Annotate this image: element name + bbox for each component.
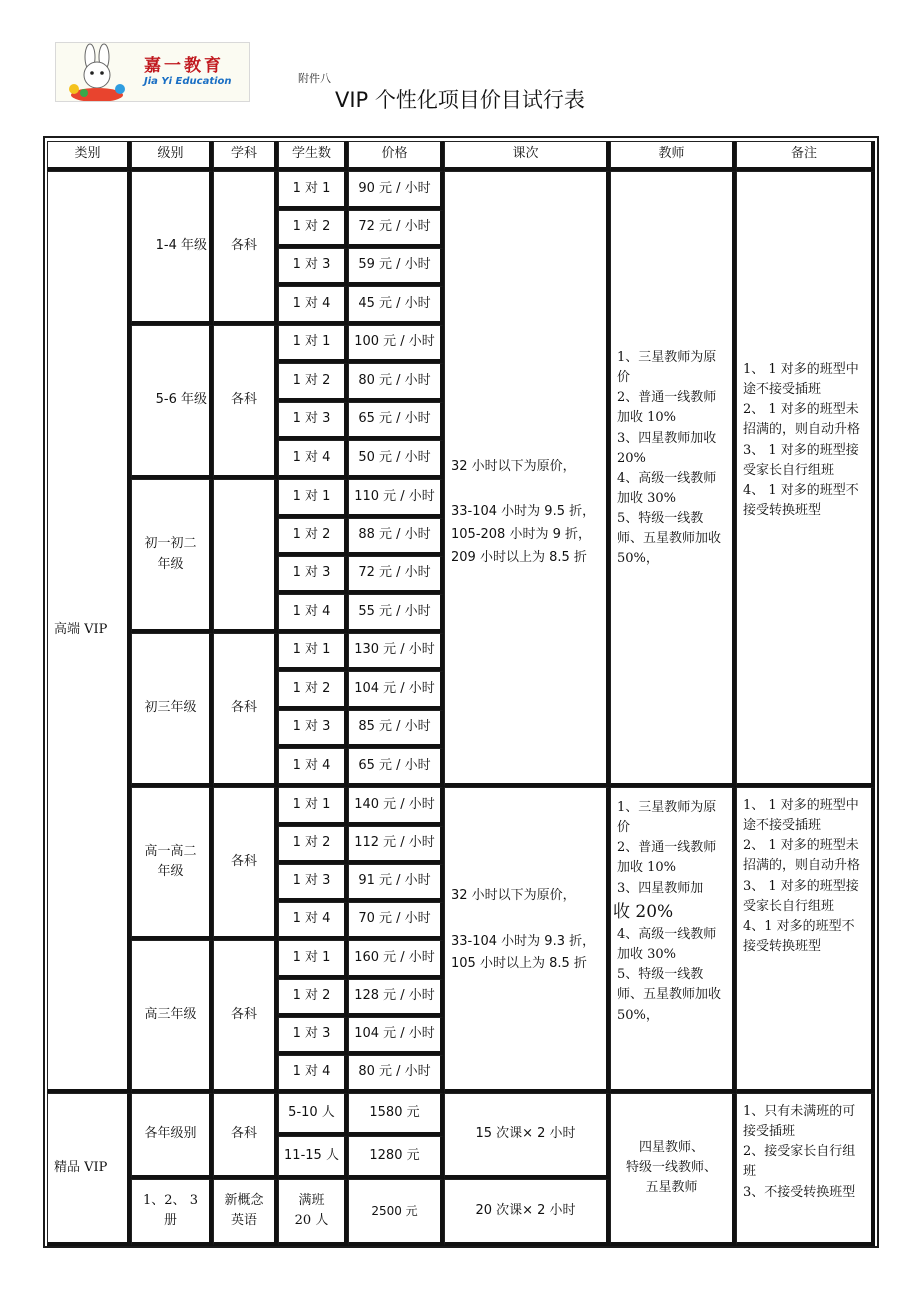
student-count: 1 对 3 [278, 556, 348, 594]
price-cell: 65 元 / 小时 [348, 748, 444, 787]
price-cell: 140 元 / 小时 [348, 787, 444, 826]
header-subject: 学科 [213, 141, 278, 171]
header-teacher: 教师 [610, 141, 736, 171]
student-count: 1 对 2 [278, 210, 348, 248]
price-cell: 100 元 / 小时 [348, 325, 444, 363]
annex-label: 附件八 [298, 72, 331, 85]
teacher-surcharge-block2-part2: 收 20% [613, 901, 674, 922]
price-cell: 70 元 / 小时 [348, 902, 444, 940]
price-cell: 85 元 / 小时 [348, 710, 444, 748]
student-count: 满班 20 人 [278, 1179, 348, 1246]
grade-5-6: 5-6 年级 [131, 325, 213, 479]
student-count: 1 对 3 [278, 1017, 348, 1055]
price-cell: 55 元 / 小时 [348, 594, 444, 633]
teacher-surcharge-block1: 1、三星教师为原价 2、普通一线教师加收 10% 3、四星教师加收 20% 4、高级一线教师加收 30% 5、特级一线教师、五星教师加收 50%， [610, 171, 736, 787]
student-count: 1 对 1 [278, 171, 348, 210]
price-cell: 104 元 / 小时 [348, 671, 444, 710]
student-count: 1 对 2 [278, 671, 348, 710]
student-count: 1 对 2 [278, 363, 348, 402]
teacher-surcharge-block2 [610, 787, 736, 1093]
grade-gao3: 高三年级 [131, 940, 213, 1093]
student-count: 1 对 3 [278, 402, 348, 440]
price-cell: 1280 元 [348, 1136, 444, 1179]
subject-all-premium: 各科 [213, 1093, 278, 1179]
student-count: 1 对 1 [278, 479, 348, 518]
subject-1-4: 各科 [213, 171, 278, 325]
sessions-discount-block1: 32 小时以下为原价， 33-104 小时为 9.5 折， 105-208 小时为 9 折， 209 小时以上为 8.5 折 [444, 171, 610, 787]
student-count: 5-10 人 [278, 1093, 348, 1136]
price-cell: 45 元 / 小时 [348, 286, 444, 325]
rabbit-mascot-icon [60, 43, 140, 101]
price-cell: 160 元 / 小时 [348, 940, 444, 979]
price-cell: 1580 元 [348, 1093, 444, 1136]
subject-5-6: 各科 [213, 325, 278, 479]
student-count: 1 对 2 [278, 518, 348, 556]
price-cell: 90 元 / 小时 [348, 171, 444, 210]
page-title: VIP 个性化项目价目试行表 [335, 88, 585, 112]
grade-chu3: 初三年级 [131, 633, 213, 787]
subject-nce: 新概念 英语 [213, 1179, 278, 1246]
notes-premium: 1、只有未满班的可接受插班 2、接受家长自行组班 3、不接受转换班型 [736, 1093, 875, 1246]
student-count: 1 对 3 [278, 864, 348, 902]
price-cell: 50 元 / 小时 [348, 440, 444, 479]
price-cell: 2500 元 [348, 1179, 444, 1246]
price-cell: 88 元 / 小时 [348, 518, 444, 556]
subject-gao1-gao2: 各科 [213, 787, 278, 940]
logo-text: 嘉一教育 [144, 56, 224, 76]
student-count: 1 对 4 [278, 902, 348, 940]
subject-chu3: 各科 [213, 633, 278, 787]
student-count: 1 对 4 [278, 440, 348, 479]
price-cell: 91 元 / 小时 [348, 864, 444, 902]
sessions-premium-2: 20 次课× 2 小时 [444, 1179, 610, 1246]
subject-chu1-chu2 [213, 479, 278, 633]
student-count: 1 对 1 [278, 787, 348, 826]
student-count: 1 对 4 [278, 748, 348, 787]
header-grade: 级别 [131, 141, 213, 171]
price-cell: 72 元 / 小时 [348, 210, 444, 248]
price-cell: 130 元 / 小时 [348, 633, 444, 671]
student-count: 1 对 1 [278, 940, 348, 979]
grade-chu1-chu2: 初一初二 年级 [131, 479, 213, 633]
student-count: 1 对 2 [278, 979, 348, 1017]
student-count: 1 对 1 [278, 325, 348, 363]
teacher-premium: 四星教师、 特级一线教师、 五星教师 [610, 1093, 736, 1246]
price-cell: 110 元 / 小时 [348, 479, 444, 518]
teacher-surcharge-block2-part3: 4、高级一线教师加收 30% 5、特级一线教师、五星教师加收 50%， [617, 927, 722, 1023]
price-cell: 80 元 / 小时 [348, 1055, 444, 1093]
header-price: 价格 [348, 141, 444, 171]
category-premium-vip: 精品 VIP [47, 1093, 131, 1246]
grade-all-premium: 各年级别 [131, 1093, 213, 1179]
notes-block2: 1、 1 对多的班型中途不接受插班 2、 1 对多的班型未招满的，则自动升格 3、 1 对多的班型接受家长自行组班 4、1 对多的班型不接受转换班型 [736, 787, 875, 1093]
category-high-vip: 高端 VIP [47, 171, 131, 1093]
price-cell: 80 元 / 小时 [348, 363, 444, 402]
student-count: 1 对 4 [278, 594, 348, 633]
header-sessions: 课次 [444, 141, 610, 171]
header-category: 类别 [47, 141, 131, 171]
price-cell: 128 元 / 小时 [348, 979, 444, 1017]
student-count: 11-15 人 [278, 1136, 348, 1179]
header-notes: 备注 [736, 141, 875, 171]
student-count: 1 对 3 [278, 710, 348, 748]
price-cell: 59 元 / 小时 [348, 248, 444, 286]
student-count: 1 对 4 [278, 1055, 348, 1093]
subject-gao3: 各科 [213, 940, 278, 1093]
logo-subtitle: Jia Yi Education [144, 76, 232, 87]
student-count: 1 对 2 [278, 826, 348, 864]
grade-books: 1、2、 3 册 [131, 1179, 213, 1246]
teacher-surcharge-block2-part1: 1、三星教师为原价 2、普通一线教师加收 10% 3、四星教师加 [617, 800, 717, 896]
student-count: 1 对 4 [278, 286, 348, 325]
logo [55, 42, 250, 102]
price-cell: 72 元 / 小时 [348, 556, 444, 594]
sessions-discount-block2: 32 小时以下为原价， 33-104 小时为 9.3 折， 105 小时以上为 8.5 折 [444, 787, 610, 1093]
grade-gao1-gao2: 高一高二 年级 [131, 787, 213, 940]
price-cell: 112 元 / 小时 [348, 826, 444, 864]
grade-1-4: 1-4 年级 [131, 171, 213, 325]
price-cell: 65 元 / 小时 [348, 402, 444, 440]
price-cell: 104 元 / 小时 [348, 1017, 444, 1055]
notes-block1: 1、 1 对多的班型中途不接受插班 2、 1 对多的班型未招满的，则自动升格 3、 1 对多的班型接受家长自行组班 4、 1 对多的班型不接受转换班型 [736, 171, 875, 787]
student-count: 1 对 3 [278, 248, 348, 286]
student-count: 1 对 1 [278, 633, 348, 671]
header-students: 学生数 [278, 141, 348, 171]
sessions-premium-1: 15 次课× 2 小时 [444, 1093, 610, 1179]
